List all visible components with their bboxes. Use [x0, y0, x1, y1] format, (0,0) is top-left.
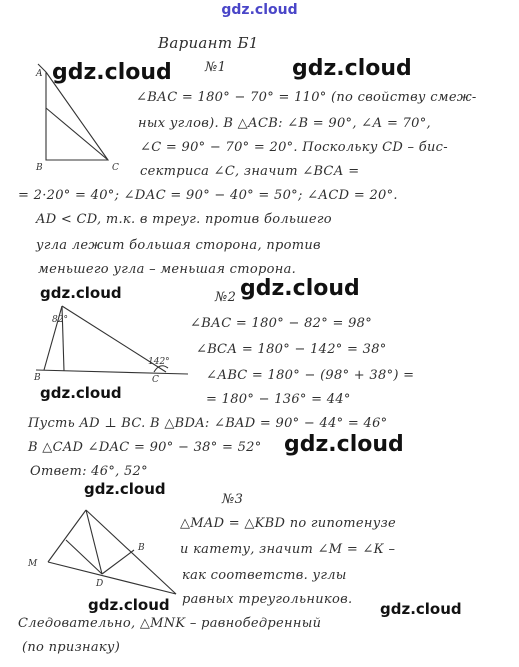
p2-label-c: C	[152, 375, 159, 385]
watermark: gdz.cloud	[52, 60, 172, 85]
p3-median	[86, 510, 102, 574]
p3-perp-a	[66, 540, 102, 574]
problem1-line: ∠С = 90° − 70° = 20°. Поскольку CD – бис-	[140, 140, 448, 155]
p3-label-d: D	[96, 579, 104, 589]
p1-label-c: C	[112, 163, 119, 173]
watermark: gdz.cloud	[240, 276, 360, 301]
site-header[interactable]: gdz.cloud	[221, 2, 298, 18]
p3-label-m: M	[28, 559, 38, 569]
p1-label-b: B	[36, 163, 43, 173]
problem1-line: сектриса ∠С, значит ∠ВСА =	[140, 164, 360, 179]
problem3-line: равных треугольников.	[182, 592, 353, 607]
problem1-line: = 2·20° = 40°; ∠DАС = 90° − 40° = 50°; ∠АСD = 20°.	[18, 188, 398, 203]
problem3-line: △MAD = △KBD по гипотенузе	[180, 516, 396, 531]
watermark: gdz.cloud	[88, 596, 170, 614]
problem2-figure	[32, 302, 192, 385]
p2-angle-a: 82°	[52, 315, 68, 325]
problem1-line: ∠ВАС = 180° − 70° = 110° (по свойству смеж-	[136, 90, 477, 105]
variant-title: Вариант Б1	[158, 34, 259, 52]
problem3-line: как соответств. углы	[182, 568, 347, 583]
p2-label-b: B	[34, 373, 41, 383]
problem3-number: №3	[222, 492, 244, 507]
problem2-answer: Ответ: 46°, 52°	[30, 464, 148, 479]
problem3-line: Следовательно, △MNK – равнобедренный	[18, 616, 322, 631]
problem3-figure	[26, 504, 186, 604]
problem2-line: ∠АВС = 180° − (98° + 38°) =	[206, 368, 415, 383]
watermark: gdz.cloud	[292, 56, 412, 81]
problem1-line: угла лежит большая сторона, против	[36, 238, 321, 253]
p1-label-a: A	[36, 69, 43, 79]
p3-perp-b	[102, 550, 134, 574]
problem1-line: ных углов). В △АСВ: ∠В = 90°, ∠А = 70°,	[138, 116, 431, 131]
watermark: gdz.cloud	[84, 480, 166, 498]
problem1-number: №1	[205, 60, 227, 75]
problem1-line: меньшего угла – меньшая сторона.	[38, 262, 297, 277]
p2-angle-ext: 142°	[148, 357, 170, 367]
watermark: gdz.cloud	[284, 432, 404, 457]
problem2-tail-line: В △СAD ∠DAC = 90° − 38° = 52°	[28, 440, 262, 455]
watermark: gdz.cloud	[40, 384, 122, 402]
problem2-number: №2	[215, 290, 237, 305]
problem2-line: ∠ВАС = 180° − 82° = 98°	[190, 316, 373, 331]
problem3-line: (по признаку)	[22, 640, 121, 655]
problem2-line: ∠ВСА = 180° − 142° = 38°	[196, 342, 387, 357]
watermark: gdz.cloud	[380, 600, 462, 618]
watermark: gdz.cloud	[40, 284, 122, 302]
problem2-line: = 180° − 136° = 44°	[206, 392, 351, 407]
problem3-line: и катету, значит ∠М = ∠К –	[180, 542, 396, 557]
problem1-line: AD < CD, т.к. в треуг. против большего	[36, 212, 332, 227]
p3-label-b: B	[138, 543, 145, 553]
problem2-tail-line: Пусть AD ⊥ BC. В △BDA: ∠BAD = 90° − 44° = 46°	[28, 416, 388, 431]
